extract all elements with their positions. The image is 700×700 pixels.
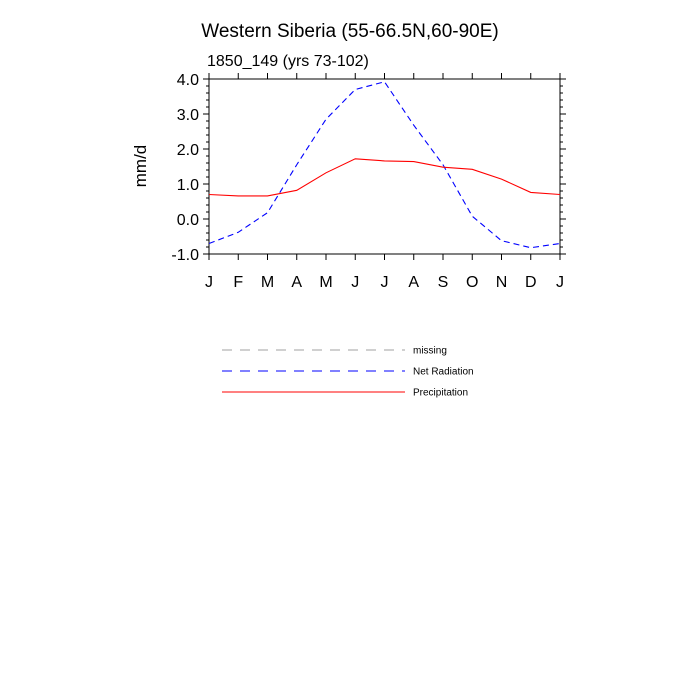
x-tick-label: O xyxy=(466,274,479,291)
y-tick-label: 4.0 xyxy=(176,72,199,89)
x-tick-label: J xyxy=(556,274,564,291)
legend-label-missing: missing xyxy=(413,345,447,357)
x-tick-label: F xyxy=(233,274,244,291)
legend-label-precipitation: Precipitation xyxy=(413,387,469,399)
x-tick-label: J xyxy=(205,274,213,291)
x-tick-label: J xyxy=(351,274,360,291)
y-axis-label: mm/d xyxy=(131,144,150,188)
chart-subtitle: 1850_149 (yrs 73-102) xyxy=(207,53,369,70)
y-tick-label: 1.0 xyxy=(176,177,199,194)
x-tick-label: S xyxy=(437,274,449,291)
x-tick-label: M xyxy=(260,274,275,291)
y-tick-label: 0.0 xyxy=(176,212,199,229)
y-tick-label: -1.0 xyxy=(171,247,199,264)
x-tick-label: J xyxy=(380,274,389,291)
x-tick-label: D xyxy=(524,274,537,291)
chart-title: Western Siberia (55-66.5N,60-90E) xyxy=(201,21,499,42)
x-tick-label: M xyxy=(319,274,333,291)
y-tick-label: 3.0 xyxy=(176,107,199,124)
y-tick-label: 2.0 xyxy=(176,142,199,159)
x-tick-label: A xyxy=(408,274,420,291)
legend-label-net-radiation: Net Radiation xyxy=(413,366,474,378)
x-tick-label: N xyxy=(495,274,508,291)
x-tick-label: A xyxy=(291,274,303,291)
